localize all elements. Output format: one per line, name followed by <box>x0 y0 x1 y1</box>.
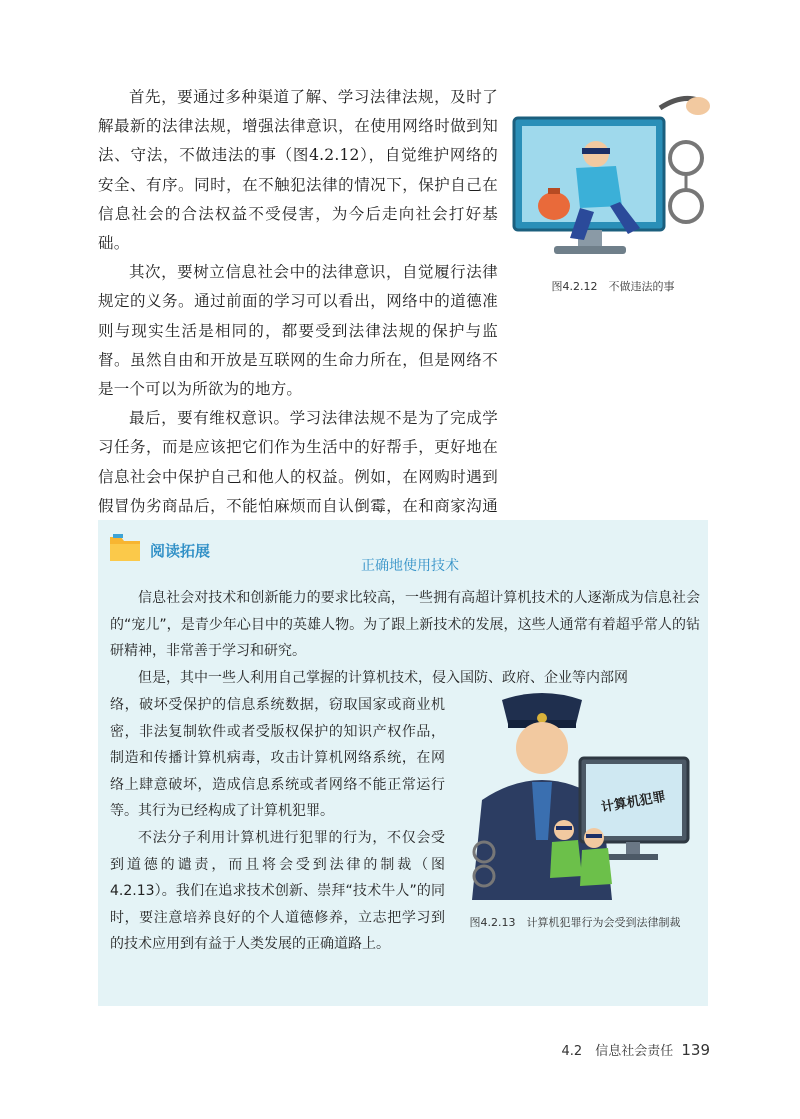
figure-caption: 图4.2.12 不做违法的事 <box>551 280 675 293</box>
reading-header-label: 阅读拓展 <box>150 542 211 560</box>
figure-4-2-13-illustration <box>452 690 692 900</box>
reading-paragraph: 但是，其中一些人利用自己掌握的计算机技术，侵入国防、政府、企业等内部网 <box>138 669 628 686</box>
reading-paragraph: 络，破坏受保护的信息系统数据，窃取国家或商业机密，非法复制软件或者受版权保护的知识产权作品，制造和传播计算机病毒，攻击计算机网络系统，在网络上肆意破坏，造成信息系统或者网络不能正常运行等。其行为已经构成了计算机犯罪。 <box>110 697 445 820</box>
page-footer <box>560 1040 710 1059</box>
reading-paragraph: 不法分子利用计算机进行犯罪的行为，不仅会受到道德的谴责，而且将会受到法律的制裁（图4.2.13）。我们在追求技术创新、崇拜“技术牛人”的同时，要注意培养良好的个人道德修养，立志把学习到的技术应用到有益于人类发展的正确道路上。 <box>110 829 445 953</box>
figure-caption: 图4.2.13 计算机犯罪行为会受到法律制裁 <box>469 916 681 929</box>
reading-title: 正确地使用技术 <box>361 558 459 574</box>
reading-text-top <box>110 585 700 691</box>
monitor-screen-text: 计算机犯罪 <box>600 789 667 816</box>
folder-icon <box>108 531 142 563</box>
body-paragraph: 首先，要通过多种渠道了解、学习法律法规，及时了解最新的法律法规，增强法律意识，在使用网络时做到知法、守法，不做违法的事（图4.2.12），自觉维护网络的安全、有序。同时，在不触犯法律的情况下，保护自己在信息社会的合法权益不受侵害，为今后走向社会打好基础。 <box>98 88 498 253</box>
footer-section: 4.2 信息社会责任 <box>561 1044 674 1059</box>
figure-4-2-12-illustration <box>510 88 716 266</box>
reading-paragraph: 信息社会对技术和创新能力的要求比较高，一些拥有高超计算机技术的人逐渐成为信息社会的“宠儿”，是青少年心目中的英雄人物。为了跟上新技术的发展，这些人通常有着超乎常人的钻研精神，非常善于学习和研究。 <box>110 590 700 660</box>
body-paragraph: 最后，要有维权意识。学习法律法规不是为了完成学习任务，而是应该把它们作为生活中的好帮手，更好地在信息社会中保护自己和他人的权益。例如，在网购时遇到假冒伪劣商品后，不能怕麻烦而自认倒霉，在和商家沟通 <box>98 409 498 515</box>
body-paragraph: 其次，要树立信息社会中的法律意识，自觉履行法律规定的义务。通过前面的学习可以看出，网络中的道德准则与现实生活是相同的，都要受到法律法规的保护与监督。虽然自由和开放是互联网的生命力所在，但是网络不是一个可以为所欲为的地方。 <box>98 263 498 399</box>
page-number: 139 <box>681 1041 710 1059</box>
reading-text-left <box>110 692 445 958</box>
body-text <box>98 83 498 579</box>
